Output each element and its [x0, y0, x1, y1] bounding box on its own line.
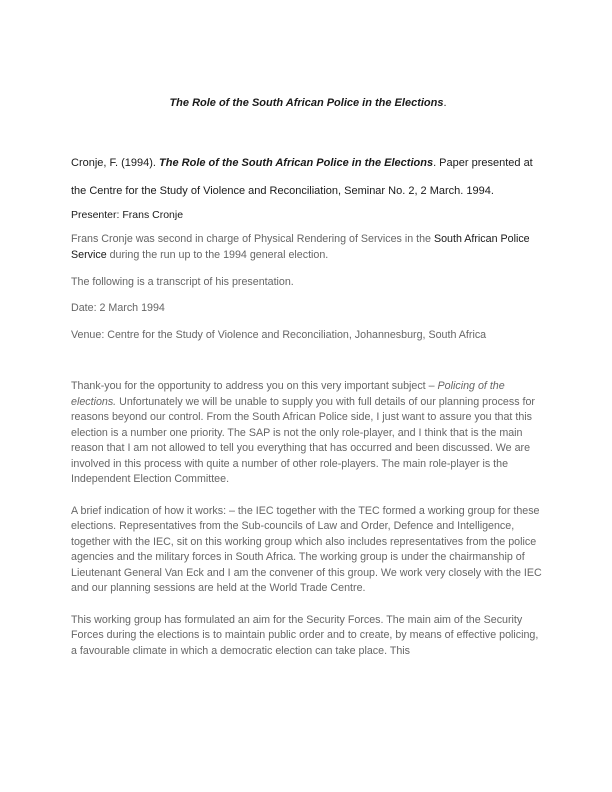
text-segment: Thank-you for the opportunity to address you on this very important subject –: [71, 380, 438, 392]
transcript-body: [71, 379, 545, 659]
transcript-paragraph-1: [71, 379, 545, 488]
document-title: [71, 96, 545, 110]
venue-line: Venue: Centre for the Study of Violence and Reconciliation, Johannesburg, South Africa: [71, 329, 487, 341]
text-segment: A brief indication of how it works: – the IEC together with the TEC formed a working group for these elections. Representatives from the Sub-councils of Law and Order, Defence and Intelligence, together with the IEC, sit on this working group which also includes representatives from the police agencies and the military forces in South Africa. The working group is under the chairmanship of Lieutenant General Van Eck and I am the convener of this group. We work very closely with the IEC and our planning sessions are held at the World Trade Centre.: [71, 504, 542, 594]
citation: [71, 150, 545, 205]
document-content: [71, 0, 545, 675]
transcript-paragraph-3: [71, 613, 545, 660]
presenter-line: Presenter: Frans Cronje: [71, 209, 184, 221]
text-segment: . Paper presented at the Centre for the Study of Violence and Reconciliation, Seminar No. 2, 2 March. 1994.: [71, 157, 533, 197]
text-segment: Frans Cronje was second in charge of Physical Rendering of Services in the: [71, 233, 434, 245]
text-segment: Cronje, F. (1994).: [71, 157, 160, 169]
text-segment: South African Police Service: [71, 233, 530, 261]
date-line: Date: 2 March 1994: [71, 302, 165, 314]
text-segment: The Role of the South African Police in the Elections: [169, 97, 444, 109]
transcript-note: The following is a transcript of his presentation.: [71, 276, 294, 288]
text-segment: during the run up to the 1994 general election.: [106, 249, 329, 261]
transcript-paragraph-2: [71, 504, 545, 597]
text-segment: Policing of the elections.: [71, 380, 505, 408]
text-segment: This working group has formulated an aim for the Security Forces. The main aim of the Security Forces during the elections is to maintain public order and to create, by means of effective policing, a favourable climate in which a democratic election can take place. This: [71, 613, 539, 657]
text-segment: .: [443, 97, 447, 109]
text-segment: Unfortunately we will be unable to supply you with full details of our planning process for reasons beyond our control. From the South African Police side, I just want to assure you that this election is a number one priority. The SAP is not the only role-player, and I think that is the main reason that I am not allowed to tell you everything that has occurred and been discussed. We are involved in this process with quite a number of other role-players. The main role-player is the Independent Election Committee.: [71, 395, 535, 485]
text-segment: The Role of the South African Police in the Elections: [159, 157, 434, 169]
presenter-bio: [71, 231, 545, 263]
